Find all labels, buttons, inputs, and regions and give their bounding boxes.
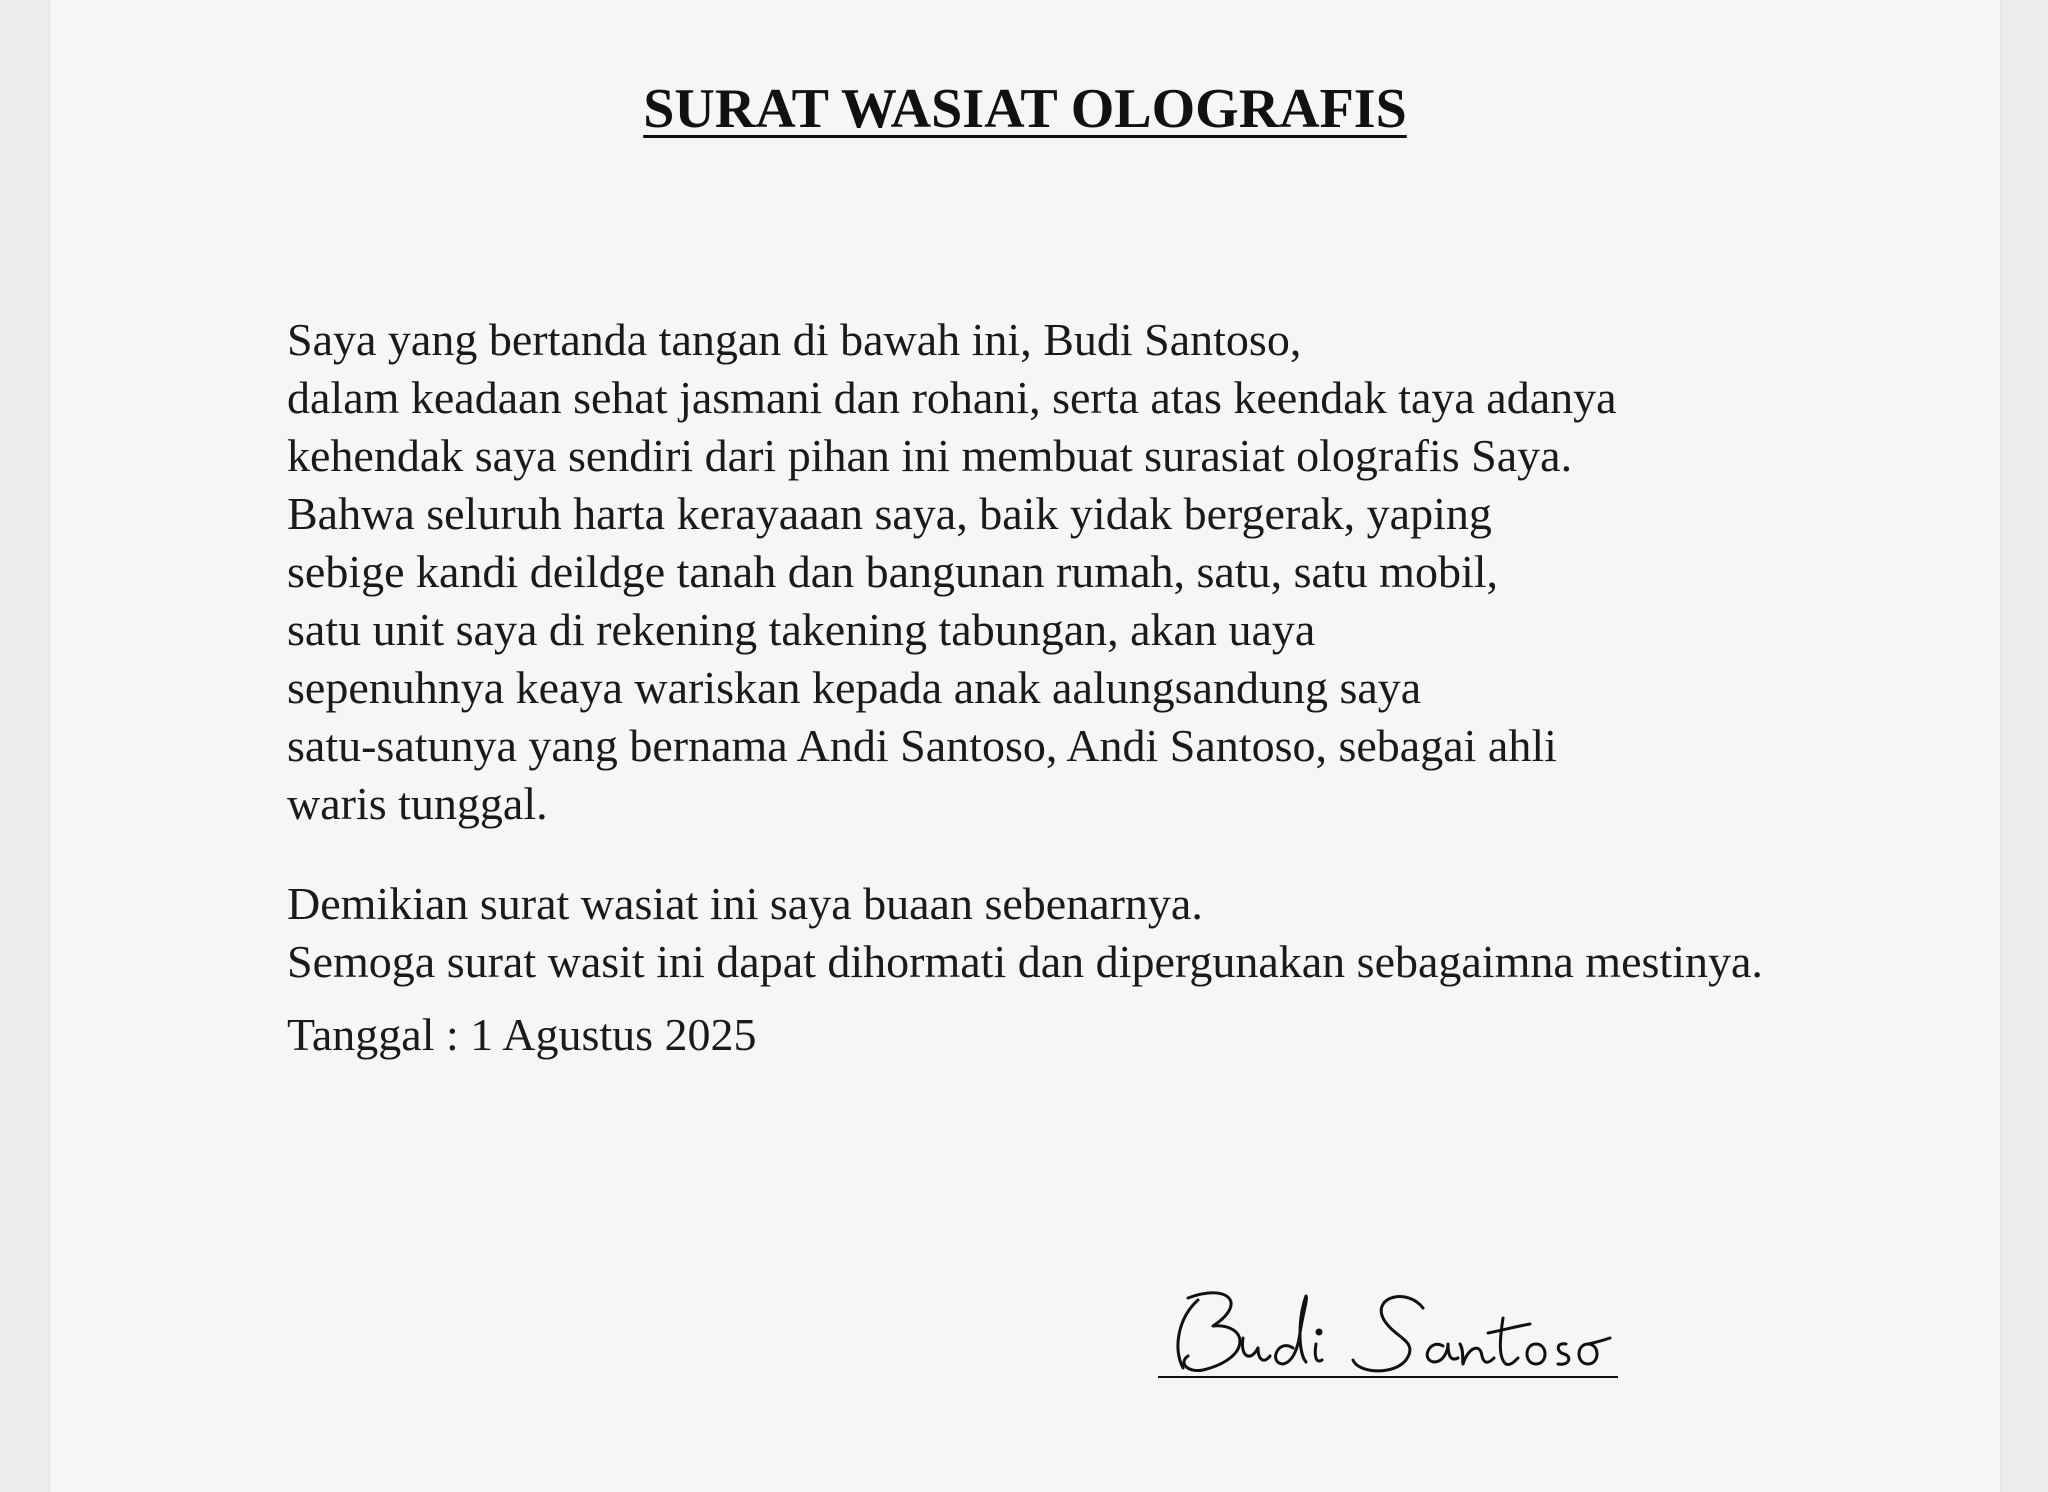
signature-line bbox=[1158, 1376, 1618, 1378]
title-text: SURAT WASIAT OLOGRAFIS bbox=[643, 78, 1407, 140]
body-line: Saya yang bertanda tangan di bawah ini, Budi Santoso, bbox=[287, 314, 1302, 365]
body-line: satu unit saya di rekening takening tabungan, akan uaya bbox=[287, 604, 1316, 655]
body-line: Bahwa seluruh harta kerayaaan saya, baik yidak bergerak, yaping bbox=[287, 488, 1492, 539]
body-line: waris tunggal. bbox=[287, 778, 548, 829]
body-line: satu-satunya yang bernama Andi Santoso, Andi Santoso, sebagai ahli bbox=[287, 720, 1557, 771]
closing-statement bbox=[287, 875, 1967, 991]
handwritten-signature bbox=[1158, 1278, 1658, 1378]
document-page bbox=[50, 0, 2000, 1492]
body-line: sebige kandi deildge tanah dan bangunan rumah, satu, satu mobil, bbox=[287, 546, 1499, 597]
will-body bbox=[287, 311, 1927, 833]
closing-line: Semoga surat wasit ini dapat dihormati dan dipergunakan sebagaimna mestinya. bbox=[287, 936, 1763, 987]
body-line: dalam keadaan sehat jasmani dan rohani, serta atas keendak taya adanya bbox=[287, 372, 1617, 423]
date-line: Tanggal : 1 Agustus 2025 bbox=[287, 1009, 757, 1060]
body-line: sepenuhnya keaya wariskan kepada anak aalungsandung saya bbox=[287, 662, 1422, 713]
body-line: kehendak saya sendiri dari pihan ini membuat surasiat olografis Saya. bbox=[287, 430, 1573, 481]
document-title bbox=[50, 74, 2000, 144]
closing-line: Demikian surat wasiat ini saya buaan sebenarnya. bbox=[287, 878, 1203, 929]
